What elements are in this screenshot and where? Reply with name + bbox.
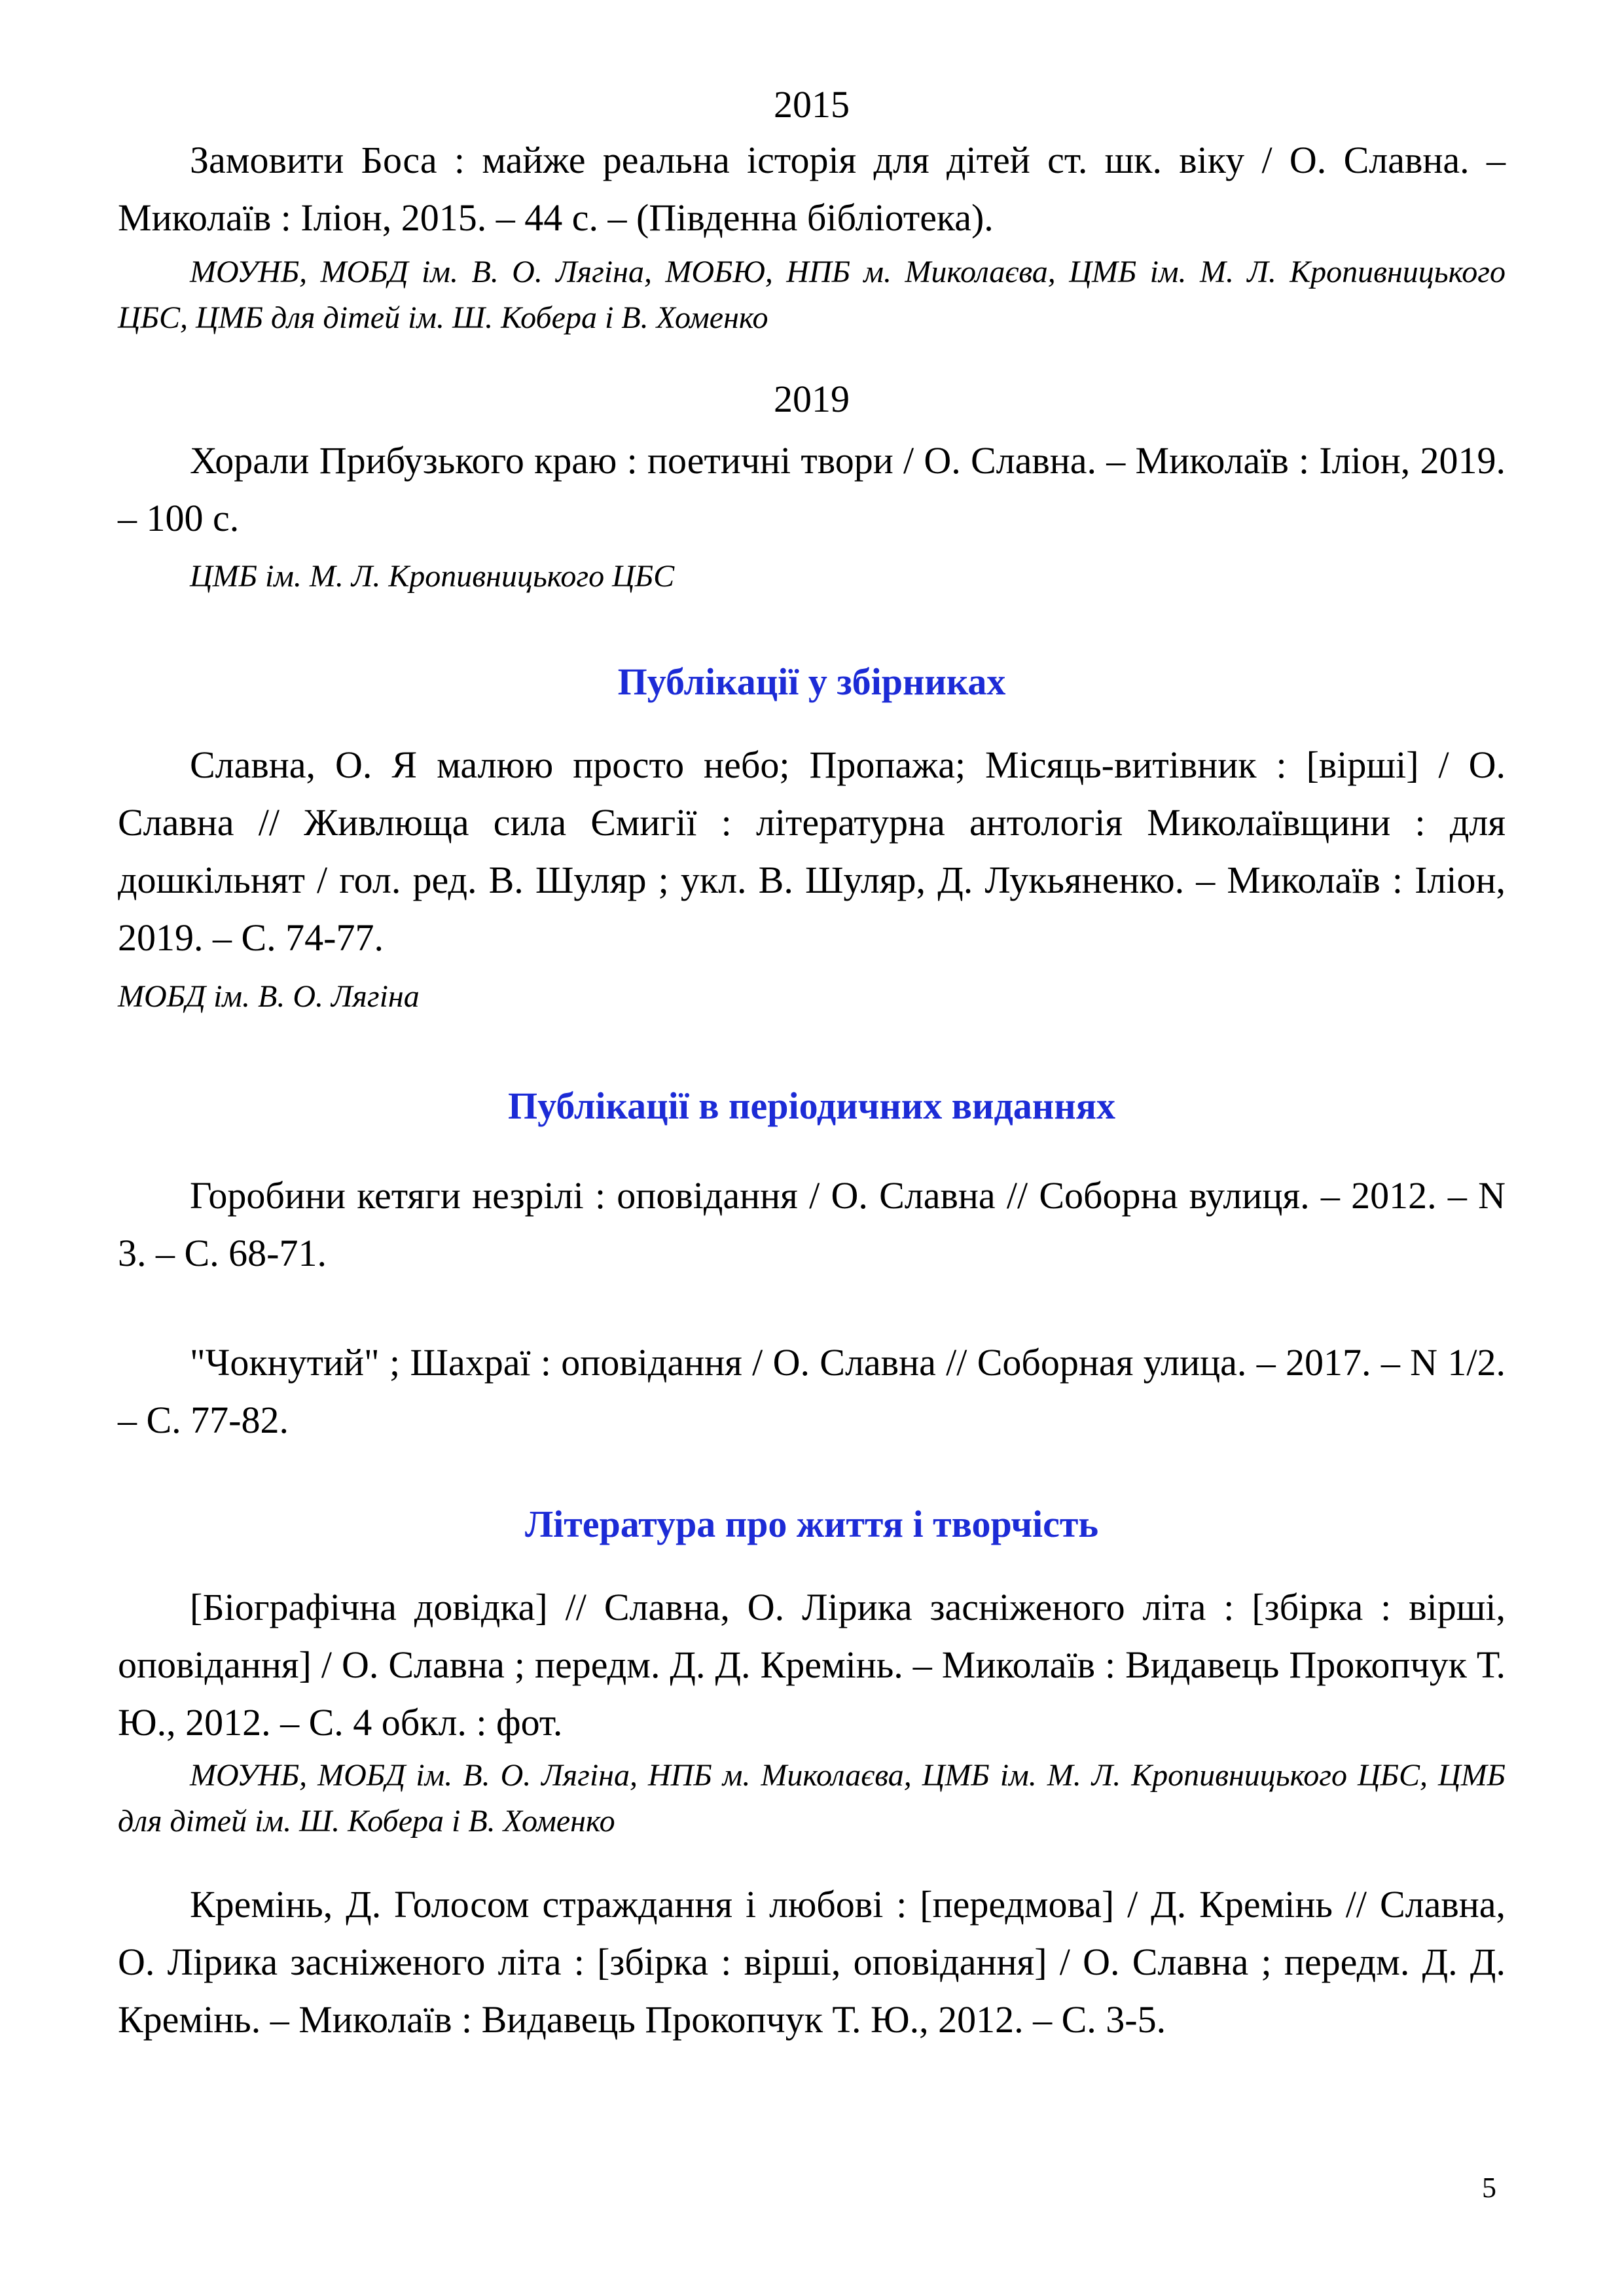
bib-entry-collection: Славна, О. Я малюю просто небо; Пропажа; Місяць-витівник : [вірші] / О. Славна // Живлюща сила Ємигії : літературна антологія Миколаївщини : для дошкільнят / гол. ред. В. Шуляр ; укл. В. Шуляр, Д. Лукьяненко. – Миколаїв : Іліон, 2019. – С. 74-77. xyxy=(118,744,1506,959)
holdings-collection: МОБД ім. В. О. Лягіна xyxy=(118,979,420,1014)
holdings-2019: ЦМБ ім. М. Л. Кропивницького ЦБС xyxy=(190,559,675,594)
bib-entry-2015: Замовити Боса : майже реальна історія для дітей ст. шк. віку / О. Славна. – Миколаїв : Іліон, 2015. – 44 с. – (Південна бібліотека). xyxy=(118,139,1506,239)
year-2019: 2019 xyxy=(774,378,850,420)
bib-entry-2019: Хорали Прибузького краю : поетичні твори / О. Славна. – Миколаїв : Іліон, 2019. – 100 с. xyxy=(118,439,1506,539)
bib-entry-about-1: [Біографічна довідка] // Славна, О. Лірика засніженого літа : [збірка : вірші, оповідання] / О. Славна ; передм. Д. Д. Кремінь. – Миколаїв : Видавець Прокопчук Т. Ю., 2012. – С. 4 обкл. : фот. xyxy=(118,1586,1506,1744)
page-number: 5 xyxy=(1482,2172,1496,2204)
heading-collections: Публікації у збірниках xyxy=(617,660,1006,703)
holdings-about-1: МОУНБ, МОБД ім. В. О. Лягіна, НПБ м. Миколаєва, ЦМБ ім. М. Л. Кропивницького ЦБС, ЦМБ для дітей ім. Ш. Кобера і В. Хоменко xyxy=(118,1758,1506,1839)
heading-periodicals: Публікації в періодичних виданнях xyxy=(507,1085,1116,1127)
bib-entry-periodical-1: Горобини кетяги незрілі : оповідання / О. Славна // Соборна вулиця. – 2012. – N 3. – С. 68-71. xyxy=(118,1174,1506,1274)
heading-about: Література про життя і творчість xyxy=(524,1503,1099,1545)
holdings-2015: МОУНБ, МОБД ім. В. О. Лягіна, МОБЮ, НПБ м. Миколаєва, ЦМБ ім. М. Л. Кропивницького ЦБС, ЦМБ для дітей ім. Ш. Кобера і В. Хоменко xyxy=(118,255,1506,335)
bib-entry-about-2: Кремінь, Д. Голосом страждання і любові : [передмова] / Д. Кремінь // Славна, О. Лірика засніженого літа : [збірка : вірші, оповідання] / О. Славна ; передм. Д. Д. Кремінь. – Миколаїв : Видавець Прокопчук Т. Ю., 2012. – С. 3-5. xyxy=(118,1883,1506,2041)
bib-entry-periodical-2: "Чокнутий" ; Шахраї : оповідання / О. Славна // Соборная улица. – 2017. – N 1/2. – С. 77-82. xyxy=(118,1341,1506,1441)
year-2015: 2015 xyxy=(774,83,850,126)
